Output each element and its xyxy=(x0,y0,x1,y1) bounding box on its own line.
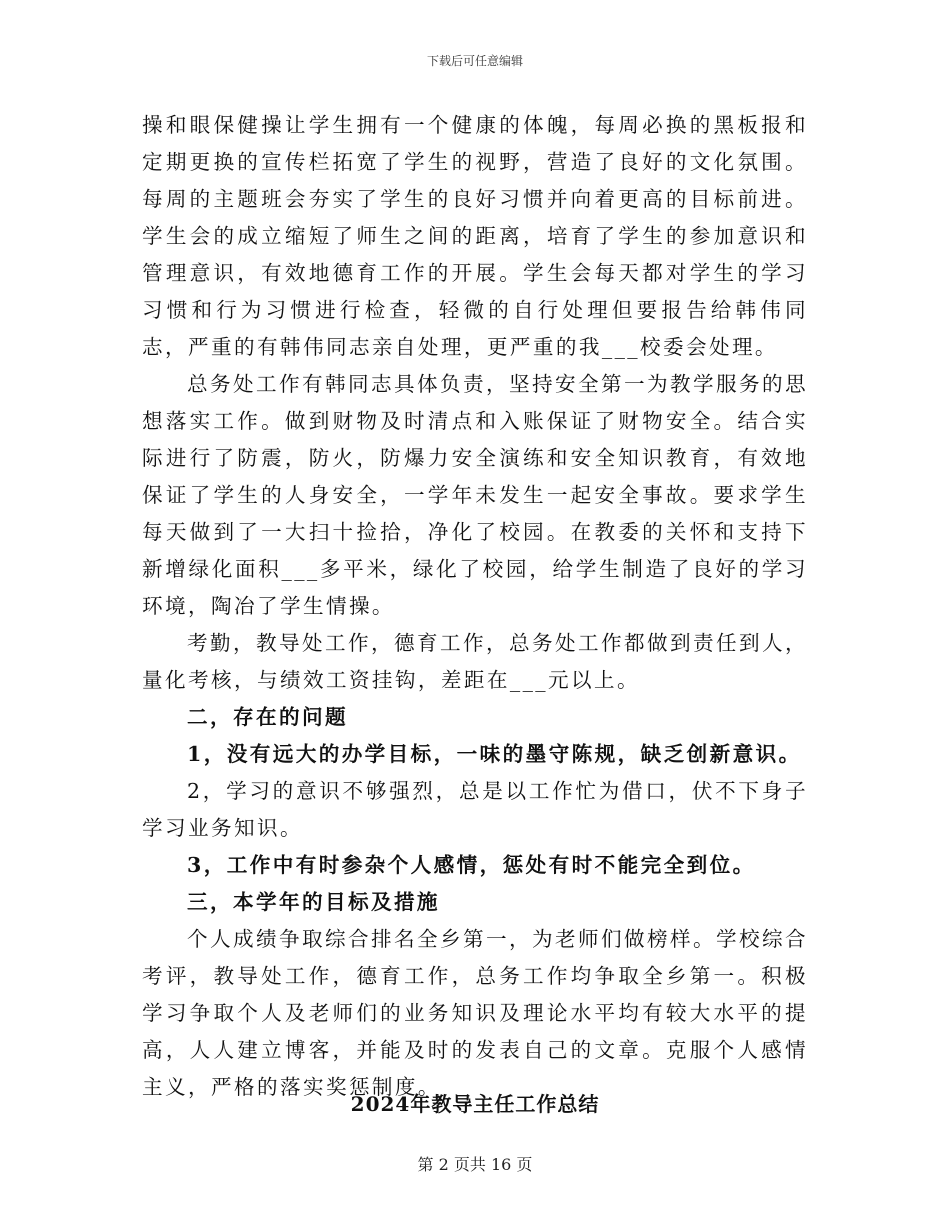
page-header-note: 下载后可任意编辑 xyxy=(426,54,523,68)
paragraph-goals: 个人成绩争取综合排名全乡第一，为老师们做榜样。学校综合考评，教导处工作，德育工作，总务工作均争取全乡第一。积极学习争取个人及老师们的业务知识及理论水平均有较大水平的提高，人人建立博客，并能及时的发表自己的文章。克服个人感情主义，严格的落实奖惩制度。 xyxy=(142,927,808,1099)
next-document-title: 2024年教导主任工作总结 xyxy=(350,1092,600,1116)
section-heading-goals: 三，本学年的目标及措施 xyxy=(187,890,440,914)
problem-item-3: 3，工作中有时参杂个人感情，惩处有时不能完全到位。 xyxy=(187,853,756,877)
page-number-footer: 第 2 页共 16 页 xyxy=(417,1155,533,1174)
problem-item-2: 2，学习的意识不够强烈，总是以工作忙为借口，伏不下身子学习业务知识。 xyxy=(142,779,808,840)
paragraph-general-affairs: 总务处工作有韩同志具体负责，坚持安全第一为教学服务的思想落实工作。做到财物及时清点和入账保证了财物安全。结合实际进行了防震，防火，防爆力安全演练和安全知识教育，有效地保证了学生的人身安全，一学年未发生一起安全事故。要求学生每天做到了一大扫十捡拾，净化了校园。在教委的关怀和支持下新增绿化面积___多平米，绿化了校园，给学生制造了良好的学习环境，陶冶了学生情操。 xyxy=(142,372,808,618)
paragraph-student-union: 操和眼保健操让学生拥有一个健康的体魄，每周必换的黑板报和定期更换的宣传栏拓宽了学生的视野，营造了良好的文化氛围。每周的主题班会夯实了学生的良好习惯并向着更高的目标前进。学生会的成立缩短了师生之间的距离，培育了学生的参加意识和管理意识，有效地德育工作的开展。学生会每天都对学生的学习习惯和行为习惯进行检查，轻微的自行处理但要报告给韩伟同志，严重的有韩伟同志亲自处理，更严重的我___校委会处理。 xyxy=(142,113,808,359)
document-body xyxy=(142,107,808,1106)
paragraph-attendance: 考勤，教导处工作，德育工作，总务处工作都做到责任到人，量化考核，与绩效工资挂钩，差距在___元以上。 xyxy=(142,631,808,692)
problem-item-1: 1，没有远大的办学目标，一味的墨守陈规，缺乏创新意识。 xyxy=(187,742,802,766)
section-heading-problems: 二，存在的问题 xyxy=(187,705,348,729)
